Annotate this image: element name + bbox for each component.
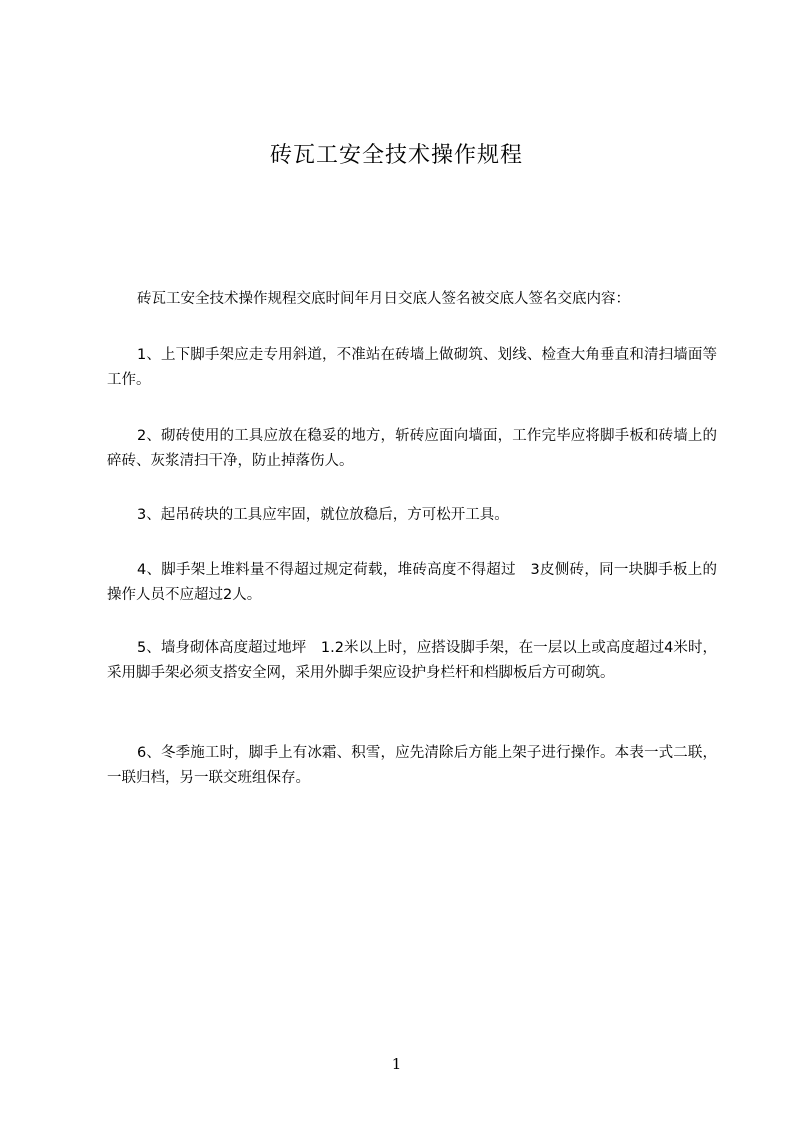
rule-item-4: 4、脚手架上堆料量不得超过规定荷载，堆砖高度不得超过 3皮侧砖，同一块脚手板上的操作人员不应超过2人。 xyxy=(107,562,717,603)
rule-item-2: 2、砌砖使用的工具应放在稳妥的地方，斩砖应面向墙面，工作完毕应将脚手板和砖墙上的碎砖、灰浆清扫干净，防止掉落伤人。 xyxy=(107,428,717,469)
rule-item-5: 5、墙身砌体高度超过地坪 1.2米以上时，应搭设脚手架，在一层以上或高度超过4米时，采用脚手架必须支搭安全网，采用外脚手架应设护身栏杆和档脚板后方可砌筑。 xyxy=(107,640,717,681)
rule-item-1: 1、上下脚手架应走专用斜道，不准站在砖墙上做砌筑、划线、检查大角垂直和清扫墙面等工作。 xyxy=(107,347,717,388)
document-title: 砖瓦工安全技术操作规程 xyxy=(269,143,523,168)
rule-item-6: 6、冬季施工时，脚手上有冰霜、积雪，应先清除后方能上架子进行操作。本表一式二联，一联归档，另一联交班组保存。 xyxy=(107,745,717,786)
intro-paragraph: 砖瓦工安全技术操作规程交底时间年月日交底人签名被交底人签名交底内容： xyxy=(137,291,630,307)
page-number: 1 xyxy=(391,1055,402,1073)
rule-item-3: 3、起吊砖块的工具应牢固，就位放稳后，方可松开工具。 xyxy=(137,507,509,523)
